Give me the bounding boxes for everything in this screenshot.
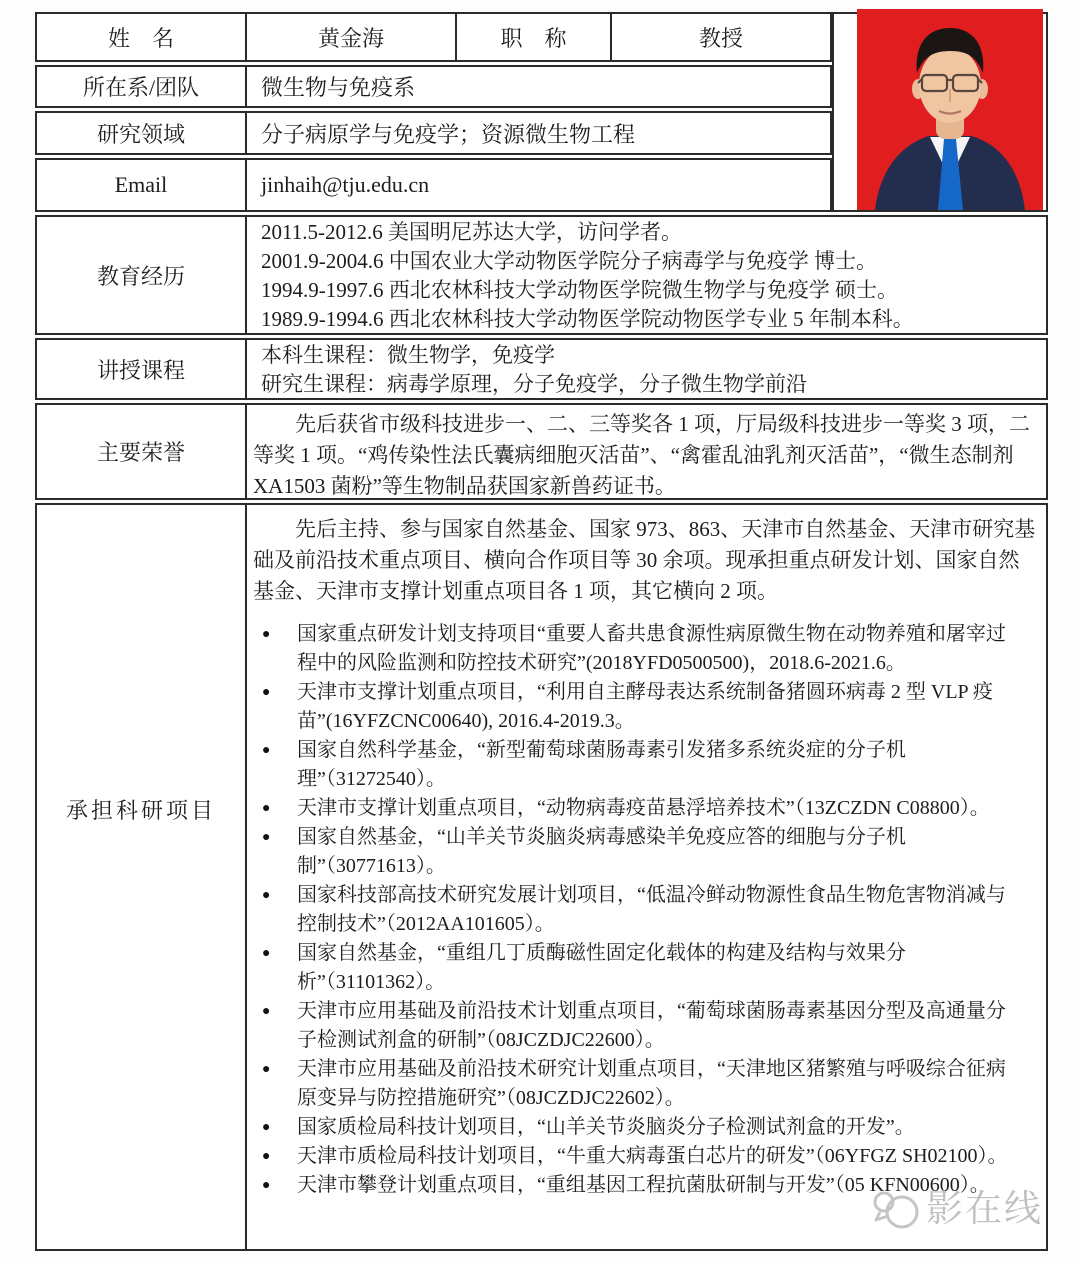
- project-item: ● 国家自然科学基金，“新型葡萄球菌肠毒素引发猪多系统炎症的分子机理”（31272540）。: [253, 736, 1038, 794]
- education-label: 教育经历: [37, 217, 247, 333]
- courses-label: 讲授课程: [37, 340, 247, 398]
- project-item: ● 天津市支撑计划重点项目，“利用自主酵母表达系统制备猪圆环病毒 2 型 VLP 疫苗”(16YFZCNC00640), 2016.4-2019.3。: [253, 678, 1038, 736]
- name-value: 黄金海: [247, 14, 457, 60]
- projects-label: 承担科研项目: [37, 505, 247, 1249]
- row-projects: [35, 503, 1048, 1251]
- project-item: ● 国家重点研发计划支持项目“重要人畜共患食源性病原微生物在动物养殖和屠宰过程中的风险监测和防控技术研究”(2018YFD0500500)，2018.6-2021.6。: [253, 620, 1038, 678]
- project-item: ● 国家自然基金，“重组几丁质酶磁性固定化载体的构建及结构与效果分析”（31101362）。: [253, 939, 1038, 997]
- research-field-label: 研究领域: [37, 113, 247, 153]
- course-item: 研究生课程：病毒学原理，分子免疫学，分子微生物学前沿: [261, 372, 807, 396]
- education-list: [247, 217, 1046, 333]
- project-item: ● 国家科技部高技术研究发展计划项目，“低温冷鲜动物源性食品生物危害物消减与控制技术”（2012AA101605）。: [253, 881, 1038, 939]
- row-courses: [35, 338, 1048, 400]
- row-department: [35, 65, 832, 108]
- course-item: 本科生课程：微生物学，免疫学: [261, 343, 555, 367]
- education-item: 1994.9-1997.6 西北农林科技大学动物医学院微生物学与免疫学 硕士。: [261, 278, 898, 302]
- project-item: ● 天津市应用基础及前沿技术研究计划重点项目，“天津地区猪繁殖与呼吸综合征病原变异与防控措施研究”（08JCZDJC22602）。: [253, 1055, 1038, 1113]
- projects-list: [253, 620, 1038, 1200]
- row-education: [35, 215, 1048, 335]
- courses-list: [247, 340, 1046, 398]
- title-value: 教授: [698, 25, 743, 51]
- education-item: 1989.9-1994.6 西北农林科技大学动物医学院动物医学专业 5 年制本科。: [261, 307, 914, 331]
- name-label: 姓 名: [37, 14, 247, 60]
- project-item: ● 天津市支撑计划重点项目，“动物病毒疫苗悬浮培养技术”（13ZCZDN C08800）。: [253, 794, 1038, 823]
- projects-content: [247, 505, 1046, 1249]
- education-item: 2011.5-2012.6 美国明尼苏达大学，访问学者。: [261, 220, 682, 244]
- row-honors: [35, 403, 1048, 500]
- email-value: jinhaih@tju.edu.cn: [261, 172, 430, 197]
- email-label: Email: [37, 160, 247, 210]
- project-item: ● 天津市攀登计划重点项目，“重组基因工程抗菌肽研制与开发”（05 KFN00600）。: [253, 1171, 1038, 1200]
- department-label: 所在系/团队: [37, 67, 247, 106]
- row-email: [35, 158, 832, 212]
- project-item: ● 国家质检局科技计划项目，“山羊关节炎脑炎分子检测试剂盒的开发”。: [253, 1113, 1038, 1142]
- project-item: ● 天津市应用基础及前沿技术计划重点项目，“葡萄球菌肠毒素基因分型及高通量分子检测试剂盒的研制”（08JCZDJC22600）。: [253, 997, 1038, 1055]
- honors-label: 主要荣誉: [37, 405, 247, 498]
- row-research-field: [35, 111, 832, 155]
- title-label: 职 称: [457, 14, 612, 60]
- honors-text: 先后获省市级科技进步一、二、三等奖各 1 项，厅局级科技进步一等奖 3 项，二等奖 1 项。“鸡传染性法氏囊病细胞灭活苗”、“禽霍乱油乳剂灭活苗”，“微生态制剂 XA1503 菌粉”等生物制品获国家新兽药证书。: [253, 412, 1030, 498]
- projects-intro: 先后主持、参与国家自然基金、国家 973、863、天津市自然基金、天津市研究基础及前沿技术重点项目、横向合作项目等 30 余项。现承担重点研发计划、国家自然基金、天津市支撑计划重点项目各 1 项，其它横向 2 项。: [253, 517, 1036, 603]
- portrait-photo: [857, 9, 1043, 210]
- project-item: ● 国家自然基金，“山羊关节炎脑炎病毒感染羊免疫应答的细胞与分子机制”（30771613）。: [253, 823, 1038, 881]
- row-name-title: [35, 12, 832, 62]
- project-item: ● 天津市质检局科技计划项目，“牛重大病毒蛋白芯片的研发”（06YFGZ SH02100）。: [253, 1142, 1038, 1171]
- education-item: 2001.9-2004.6 中国农业大学动物医学院分子病毒学与免疫学 博士。: [261, 249, 877, 273]
- research-field-value: 分子病原学与免疫学；资源微生物工程: [261, 121, 636, 147]
- department-value: 微生物与免疫系: [261, 75, 416, 100]
- watermark-text: 影在线: [926, 1189, 1043, 1230]
